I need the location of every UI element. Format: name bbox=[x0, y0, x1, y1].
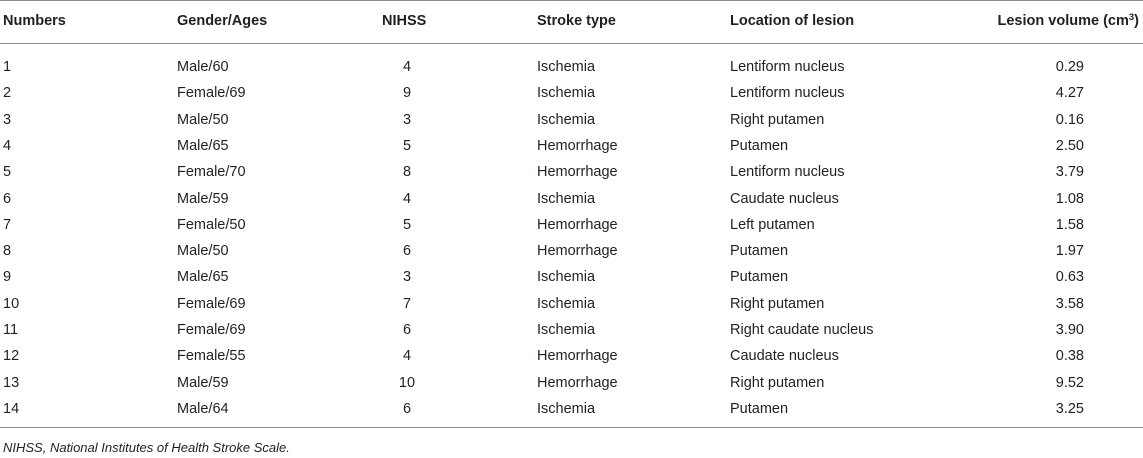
cell-stroke-type: Hemorrhage bbox=[537, 164, 618, 181]
header-nihss: NIHSS bbox=[382, 13, 427, 29]
header-gender-ages: Gender/Ages bbox=[177, 13, 268, 29]
table-row bbox=[0, 396, 1143, 422]
cell-location: Right putamen bbox=[730, 374, 825, 391]
cell-nihss: 6 bbox=[402, 400, 412, 417]
table-bottom-rule bbox=[0, 427, 1143, 428]
table-row bbox=[0, 343, 1143, 369]
cell-lesion-volume: 9.52 bbox=[1055, 374, 1084, 391]
cell-gender-age: Female/50 bbox=[177, 216, 246, 233]
cell-number: 13 bbox=[3, 374, 20, 391]
header-lesion-volume-prefix: Lesion volume (cm bbox=[997, 13, 1129, 29]
cell-gender-age: Female/55 bbox=[177, 348, 246, 365]
cell-location: Lentiform nucleus bbox=[730, 59, 845, 75]
cell-location: Putamen bbox=[730, 400, 789, 417]
cell-location: Left putamen bbox=[730, 216, 815, 233]
cell-stroke-type: Ischemia bbox=[537, 85, 596, 102]
cell-number: 5 bbox=[3, 164, 12, 181]
cell-nihss: 6 bbox=[402, 322, 412, 338]
cell-lesion-volume: 0.38 bbox=[1055, 348, 1084, 365]
cell-number: 3 bbox=[3, 111, 12, 128]
cell-location: Right putamen bbox=[730, 295, 825, 312]
cell-stroke-type: Hemorrhage bbox=[537, 348, 618, 365]
table-row bbox=[0, 264, 1143, 290]
cell-gender-age: Male/65 bbox=[177, 137, 229, 154]
cell-gender-age: Male/64 bbox=[177, 400, 229, 417]
cell-nihss: 5 bbox=[402, 137, 412, 154]
cell-lesion-volume: 3.79 bbox=[1055, 164, 1084, 181]
cell-stroke-type: Ischemia bbox=[537, 111, 596, 128]
cell-number: 14 bbox=[3, 400, 20, 417]
cell-gender-age: Male/65 bbox=[177, 269, 229, 286]
cell-nihss: 3 bbox=[402, 111, 412, 128]
cell-number: 9 bbox=[3, 269, 12, 286]
cell-number: 10 bbox=[3, 295, 20, 312]
table-row bbox=[0, 317, 1143, 343]
cell-gender-age: Female/69 bbox=[177, 295, 246, 312]
cell-lesion-volume: 1.08 bbox=[1055, 190, 1084, 207]
cell-nihss: 9 bbox=[402, 85, 412, 102]
cell-location: Lentiform nucleus bbox=[730, 85, 845, 102]
cell-stroke-type: Ischemia bbox=[537, 322, 596, 338]
cell-number: 8 bbox=[3, 243, 12, 260]
cell-stroke-type: Ischemia bbox=[537, 400, 596, 417]
cell-lesion-volume: 1.58 bbox=[1055, 216, 1084, 233]
table-row bbox=[0, 238, 1143, 264]
cell-location: Caudate nucleus bbox=[730, 190, 839, 207]
cell-lesion-volume: 3.58 bbox=[1055, 295, 1084, 312]
table-row bbox=[0, 291, 1143, 317]
cell-gender-age: Female/69 bbox=[177, 85, 246, 102]
cell-number: 6 bbox=[3, 190, 12, 207]
cell-nihss: 7 bbox=[402, 295, 412, 312]
cell-location: Putamen bbox=[730, 137, 789, 154]
cell-gender-age: Male/59 bbox=[177, 374, 229, 391]
cell-stroke-type: Ischemia bbox=[537, 269, 596, 286]
header-lesion-volume bbox=[998, 8, 1139, 34]
table-row bbox=[0, 80, 1143, 106]
cell-location: Caudate nucleus bbox=[730, 348, 839, 365]
table-header-row bbox=[0, 8, 1143, 34]
table-row bbox=[0, 107, 1143, 133]
cell-gender-age: Male/50 bbox=[177, 111, 229, 128]
cell-nihss: 4 bbox=[402, 59, 412, 75]
table-row bbox=[0, 370, 1143, 396]
cell-lesion-volume: 1.97 bbox=[1055, 243, 1084, 260]
cell-location: Putamen bbox=[730, 243, 789, 260]
cell-number: 12 bbox=[3, 348, 20, 365]
cell-lesion-volume: 4.27 bbox=[1055, 85, 1084, 102]
table-header-rule bbox=[0, 43, 1143, 44]
cell-location: Right putamen bbox=[730, 111, 825, 128]
cell-location: Lentiform nucleus bbox=[730, 164, 845, 181]
cell-lesion-volume: 0.63 bbox=[1055, 269, 1084, 286]
cell-stroke-type: Hemorrhage bbox=[537, 216, 618, 233]
cell-stroke-type: Hemorrhage bbox=[537, 374, 618, 391]
cell-lesion-volume: 0.29 bbox=[1055, 59, 1084, 75]
header-lesion-volume-suffix: ) bbox=[1134, 13, 1139, 29]
cell-gender-age: Female/70 bbox=[177, 164, 246, 181]
header-location: Location of lesion bbox=[730, 13, 855, 29]
header-stroke-type: Stroke type bbox=[537, 13, 616, 29]
cell-stroke-type: Hemorrhage bbox=[537, 137, 618, 154]
cell-nihss: 4 bbox=[402, 348, 412, 365]
cell-number: 7 bbox=[3, 216, 12, 233]
cell-nihss: 4 bbox=[402, 190, 412, 207]
cell-number: 2 bbox=[3, 85, 12, 102]
cell-lesion-volume: 2.50 bbox=[1055, 137, 1084, 154]
cell-location: Putamen bbox=[730, 269, 789, 286]
table-row bbox=[0, 159, 1143, 185]
cell-gender-age: Male/50 bbox=[177, 243, 229, 260]
table-row bbox=[0, 186, 1143, 212]
table-top-rule bbox=[0, 0, 1143, 1]
cell-stroke-type: Ischemia bbox=[537, 59, 596, 75]
cell-nihss: 8 bbox=[402, 164, 412, 181]
cell-location: Right caudate nucleus bbox=[730, 322, 874, 338]
cell-gender-age: Male/59 bbox=[177, 190, 229, 207]
cell-nihss: 3 bbox=[402, 269, 412, 286]
cell-nihss: 10 bbox=[398, 374, 416, 391]
cell-stroke-type: Ischemia bbox=[537, 295, 596, 312]
cell-lesion-volume: 3.25 bbox=[1055, 400, 1084, 417]
cell-number: 11 bbox=[3, 322, 19, 338]
header-numbers: Numbers bbox=[3, 13, 66, 29]
cell-stroke-type: Ischemia bbox=[537, 190, 596, 207]
table-footnote: NIHSS, National Institutes of Health Stroke Scale. bbox=[3, 440, 290, 455]
table-row bbox=[0, 54, 1143, 80]
table-row bbox=[0, 133, 1143, 159]
table-row bbox=[0, 212, 1143, 238]
cell-number: 1 bbox=[3, 59, 12, 75]
header-lesion-volume-sup: 3 bbox=[1128, 12, 1135, 23]
cell-stroke-type: Hemorrhage bbox=[537, 243, 618, 260]
cell-lesion-volume: 0.16 bbox=[1055, 111, 1084, 128]
cell-nihss: 6 bbox=[402, 243, 412, 260]
cell-gender-age: Male/60 bbox=[177, 59, 229, 75]
cell-number: 4 bbox=[3, 137, 12, 154]
cell-lesion-volume: 3.90 bbox=[1055, 322, 1084, 338]
cell-gender-age: Female/69 bbox=[177, 322, 246, 338]
cell-nihss: 5 bbox=[402, 216, 412, 233]
